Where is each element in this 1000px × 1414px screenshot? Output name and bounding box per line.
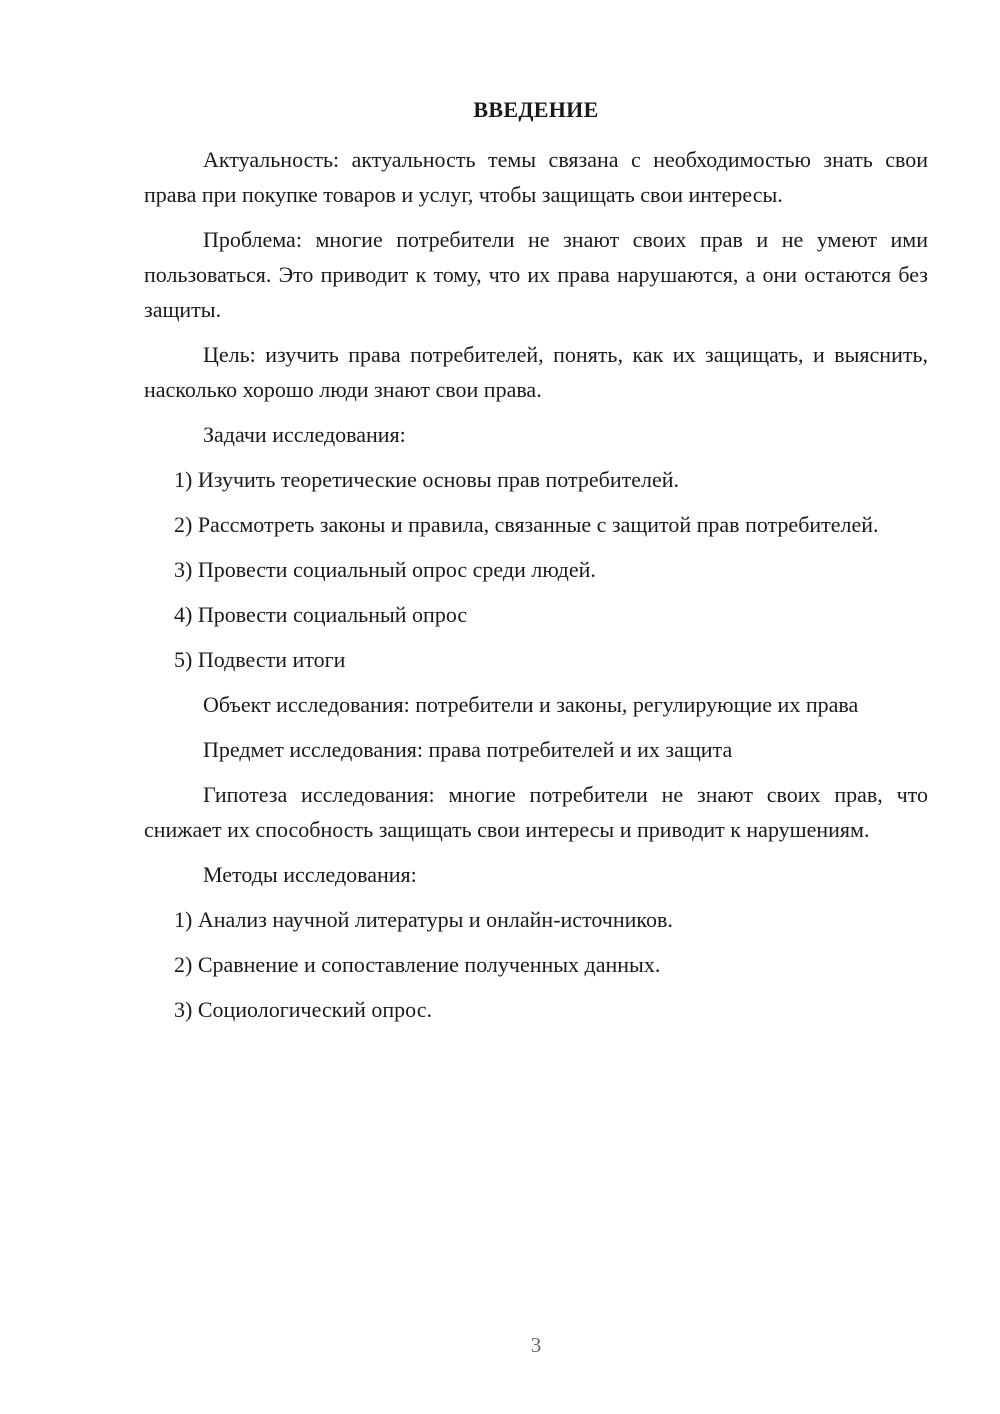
task-item-5: 5) Подвести итоги xyxy=(174,647,346,672)
paragraph-hypothesis: Гипотеза исследования: многие потребители не знают своих прав, что снижает их способность защищать свои интересы и приводит к нарушениям. xyxy=(144,782,928,842)
paragraph-relevance: Актуальность: актуальность темы связана с необходимостью знать свои права при покупке товаров и услуг, чтобы защищать свои интересы. xyxy=(144,147,928,207)
page-content xyxy=(144,92,928,1037)
tasks-heading: Задачи исследования: xyxy=(203,422,406,447)
method-item-1: 1) Анализ научной литературы и онлайн-источников. xyxy=(174,907,673,932)
methods-heading: Методы исследования: xyxy=(203,862,417,887)
method-item-2: 2) Сравнение и сопоставление полученных данных. xyxy=(174,952,661,977)
task-item-2: 2) Рассмотреть законы и правила, связанные с защитой прав потребителей. xyxy=(174,512,879,537)
section-title: ВВЕДЕНИЕ xyxy=(473,97,599,122)
task-item-1: 1) Изучить теоретические основы прав потребителей. xyxy=(174,467,680,492)
task-item-4: 4) Провести социальный опрос xyxy=(174,602,468,627)
paragraph-subject: Предмет исследования: права потребителей и их защита xyxy=(203,737,733,762)
paragraph-object: Объект исследования: потребители и законы, регулирующие их права xyxy=(203,692,859,717)
task-item-3: 3) Провести социальный опрос среди людей. xyxy=(174,557,596,582)
paragraph-problem: Проблема: многие потребители не знают своих прав и не умеют ими пользоваться. Это приводит к тому, что их права нарушаются, а они остаются без защиты. xyxy=(144,227,928,322)
page-number: 3 xyxy=(530,1333,542,1357)
paragraph-goal: Цель: изучить права потребителей, понять, как их защищать, и выяснить, насколько хорошо люди знают свои права. xyxy=(144,342,928,402)
method-item-3: 3) Социологический опрос. xyxy=(174,997,432,1022)
